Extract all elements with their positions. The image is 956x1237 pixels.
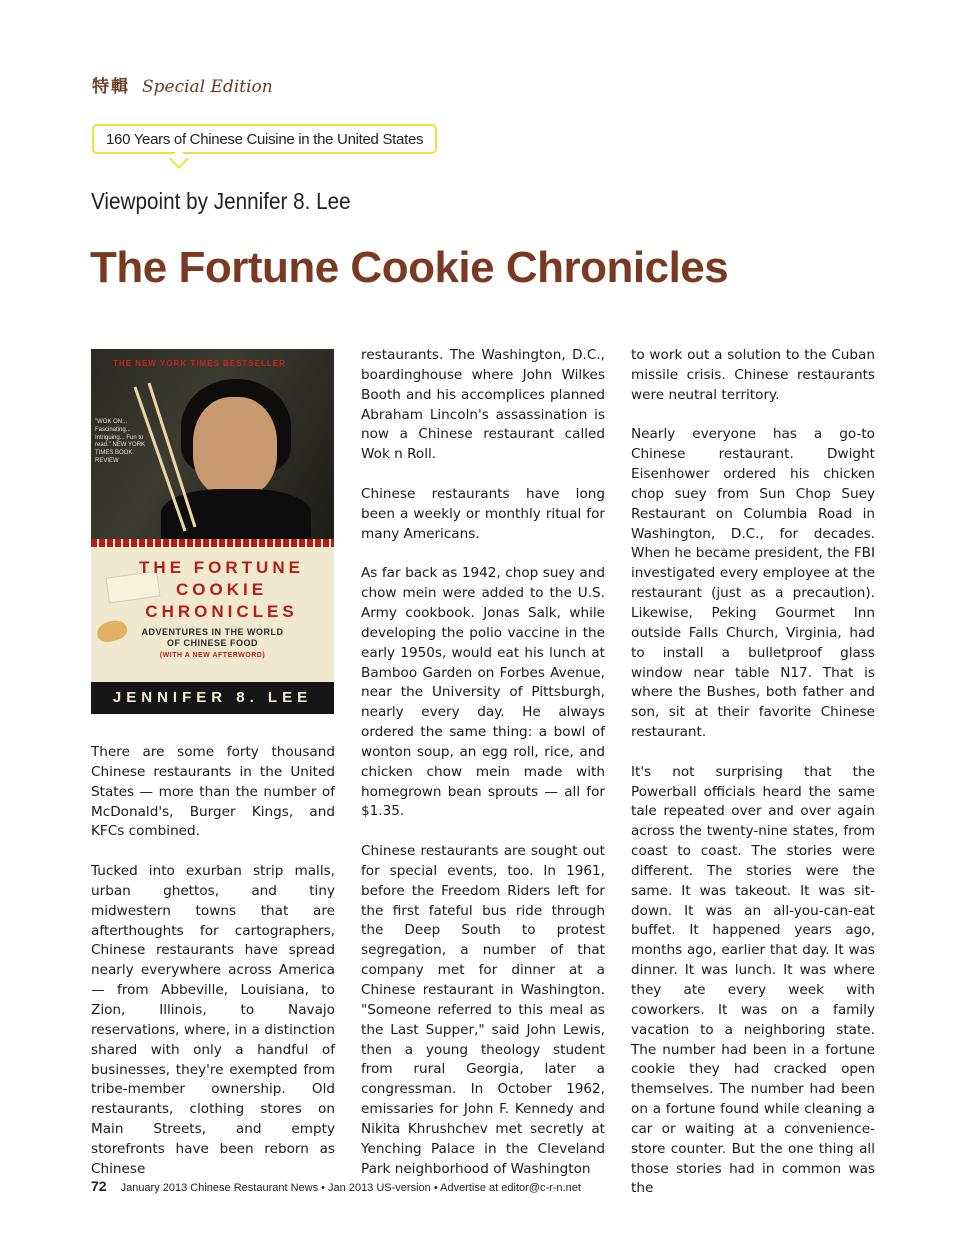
series-banner [92, 124, 437, 154]
cover-afterword: (WITH A NEW AFTERWORD) [159, 652, 266, 659]
paragraph: to work out a solution to the Cuban missile crisis. Chinese restaurants were neutral territory. [631, 347, 875, 403]
series-banner-text: 160 Years of Chinese Cuisine in the United States [106, 130, 424, 148]
page-number: 72 [91, 1178, 107, 1194]
cover-subtitle-line-1: ADVENTURES IN THE WORLD [141, 627, 284, 637]
page-footer [91, 1178, 581, 1194]
section-label-english: Special Edition [142, 77, 273, 97]
article-column-2 [361, 346, 605, 1179]
book-cover-image [91, 349, 334, 714]
cover-decorative-border [91, 539, 334, 547]
paragraph: As far back as 1942, chop suey and chow mein were added to the U.S. Army cookbook. Jonas Salk, while developing the polio vaccine in the early 1950s, would eat his lunch at Bamboo Garden on Forbes Avenue, near the University of Pittsburgh, nearly every day. He always ordered the same thing: a bowl of wonton soup, an egg roll, rice, and chicken chow mein made with homegrown bean sprouts — all for $1.35. [361, 565, 605, 820]
paragraph: restaurants. The Washington, D.C., boardinghouse where John Wilkes Booth and his accomplices planned Abraham Lincoln's assassination is now a Chinese restaurant called Wok n Roll. [361, 347, 605, 463]
paragraph: Chinese restaurants are sought out for special events, too. In 1961, before the Freedom Riders left for the first fateful bus ride through the Deep South to protest segregation, a number of that company met for dinner at a Chinese restaurant in Washington. "Someone referred to this meal as the Last Supper," said John Lewis, then a young theology student from rural Georgia, later a congressman. In October 1962, emissaries for John F. Kennedy and Nikita Khrushchev met secretly at Yenching Palace in the Cleveland Park neighborhood of Washington [361, 843, 605, 1177]
cover-subtitle [91, 627, 334, 649]
cover-author: JENNIFER 8. LEE [91, 682, 334, 714]
headline: The Fortune Cookie Chronicles [90, 243, 729, 292]
footer-text: January 2013 Chinese Restaurant News • Jan 2013 US-version • Advertise at editor@c-r-n.net [120, 1182, 581, 1194]
section-label-chinese: 特輯 [92, 77, 130, 97]
paragraph: Nearly everyone has a go-to Chinese restaurant. Dwight Eisenhower ordered his chicken chop suey from Sun Chop Suey Restaurant on Columbia Road in Washington, D.C., for decades. When he became president, the FBI investigated every employee at the restaurant (just as a precaution). Likewise, Peking Gourmet Inn outside Falls Church, Virginia, had to install a bulletproof glass window near table N17. That is where the Bushes, both father and son, sit at their favorite Chinese restaurant. [631, 426, 875, 741]
cover-tagline: THE NEW YORK TIMES BESTSELLER [113, 359, 286, 368]
section-header [92, 72, 273, 97]
paragraph: Tucked into exurban strip malls, urban ghettos, and tiny midwestern towns that are afterthoughts for cartographers, Chinese restaurants have spread nearly everywhere across America — from Abbeville, Louisiana, to Zion, Illinois, to Navajo reservations, where, in a distinction shared with only a handful of businesses, they're exempted from tribe-member ownership. Old restaurants, clothing stores on Main Streets, and empty storefronts have been reborn as Chinese [91, 863, 335, 1177]
paragraph: It's not surprising that the Powerball officials heard the same tale repeated over and over again across the twenty-nine states, from coast to coast. The stories were different. The stories were the same. It was takeout. It was sit-down. It was an all-you-can-eat buffet. It happened years ago, months ago, earlier that day. It was dinner. It was lunch. It was where they ate every week with coworkers. It was on a family vacation to a neighboring state. The number had been in a fortune cookie they had cracked open themselves. The number had been on a fortune found while cleaning a car or waiting at a convenience-store counter. But the one thing all those stories had in common was the [631, 763, 875, 1197]
cover-title: THE FORTUNE COOKIE CHRONICLES [139, 558, 304, 621]
byline: Viewpoint by Jennifer 8. Lee [91, 188, 351, 214]
paragraph: There are some forty thousand Chinese restaurants in the United States — more than the number of McDonald's, Burger Kings, and KFCs combined. [91, 744, 335, 840]
paragraph: Chinese restaurants have long been a weekly or monthly ritual for many Americans. [361, 485, 605, 542]
article-column-1 [91, 743, 335, 1180]
cover-subtitle-line-2: OF CHINESE FOOD [166, 638, 258, 648]
article-column-3 [631, 346, 875, 1199]
cover-quote: "WOK ON... Fascinating... Intriguing... Fun to read." NEW YORK TIMES BOOK REVIEW [95, 419, 146, 464]
